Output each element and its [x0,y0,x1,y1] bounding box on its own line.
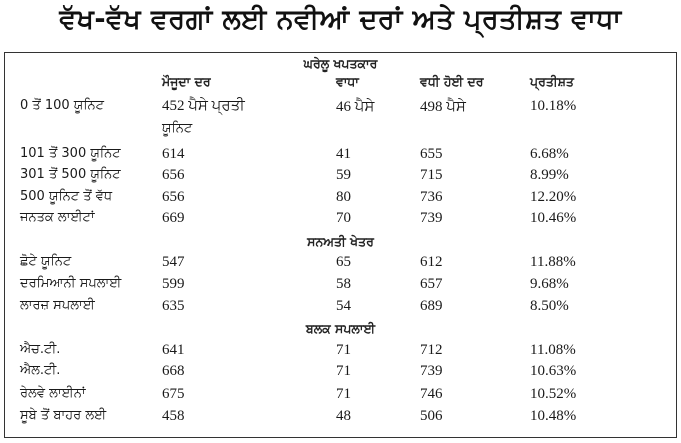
table-row [0,386,681,406]
row-percent: 8.99% [530,167,569,183]
table-row [0,167,681,187]
row-increase: 65 [336,254,351,270]
row-new-rate: 746 [420,386,443,402]
row-new-rate: 739 [420,210,443,226]
row-current-rate: 458 [162,408,185,424]
row-category: ਐਚ.ਟੀ. [20,342,61,357]
row-category: ਰੇਲਵੇ ਲਾਈਨਾਂ [20,386,86,401]
column-header-current-rate: ਮੌਜੂਦਾ ਦਰ [162,74,211,89]
row-current-rate: 635 [162,298,185,314]
row-percent: 6.68% [530,146,569,162]
row-new-rate: 739 [420,363,443,379]
row-percent: 11.88% [530,254,576,270]
row-current-rate: 641 [162,342,185,358]
row-category: ਐਲ.ਟੀ. [20,363,61,378]
row-new-rate: 736 [420,189,443,205]
row-current-rate: 614 [162,146,185,162]
table-row [0,276,681,296]
row-current-rate-line2: ਯੂਨਿਟ [162,121,193,136]
row-new-rate: 612 [420,254,443,270]
table-row [0,146,681,166]
row-percent: 8.50% [530,298,569,314]
row-increase: 71 [336,386,351,402]
row-category: ਲਾਰਜ਼ ਸਪਲਾਈ [20,298,95,313]
row-category: 101 ਤੋਂ 300 ਯੂਨਿਟ [20,146,121,161]
row-new-rate: 715 [420,167,443,183]
row-category: 301 ਤੋਂ 500 ਯੂਨਿਟ [20,167,121,182]
column-header-increase: ਵਾਧਾ [336,74,359,89]
row-new-rate: 506 [420,408,443,424]
row-category: ਦਰਮਿਆਨੀ ਸਪਲਾਈ [20,276,122,291]
row-category: 500 ਯੂਨਿਟ ਤੋਂ ਵੱਧ [20,189,113,204]
row-increase: 70 [336,210,351,226]
column-header-percent: ਪ੍ਰਤੀਸ਼ਤ [530,74,574,89]
row-percent: 10.52% [530,386,577,402]
row-current-rate: 668 [162,363,185,379]
row-increase: 48 [336,408,351,424]
table-row [0,210,681,230]
row-increase: 59 [336,167,351,183]
row-category: ਜਨਤਕ ਲਾਈਟਾਂ [20,210,95,225]
row-percent: 10.48% [530,408,577,424]
row-new-rate: 655 [420,146,443,162]
row-percent: 11.08% [530,342,576,358]
row-increase: 58 [336,276,351,292]
row-new-rate: 689 [420,298,443,314]
row-current-rate: 669 [162,210,185,226]
section-heading-domestic: ਘਰੇਲੂ ਖਪਤਕਾਰ [303,56,378,71]
row-increase: 46 ਪੈਸੇ [336,99,375,115]
row-current-rate: 656 [162,189,185,205]
row-category: 0 ਤੋਂ 100 ਯੂਨਿਟ [20,98,104,113]
table-row [0,363,681,383]
row-percent: 10.46% [530,210,577,226]
table-row [0,342,681,362]
table-row [0,189,681,209]
row-current-rate: 675 [162,386,185,402]
table-row [0,98,681,136]
row-new-rate: 712 [420,342,443,358]
row-current-rate-line1: 452 ਪੈਸੇ ਪ੍ਰਤੀ [162,98,245,114]
section-heading-bulk-supply: ਬਲਕ ਸਪਲਾਈ [305,321,376,336]
row-increase: 80 [336,189,351,205]
row-new-rate: 657 [420,276,443,292]
row-category: ਸੂਬੇ ਤੋਂ ਬਾਹਰ ਲਈ [20,408,107,423]
row-current-rate: 547 [162,254,185,270]
column-header-new-rate: ਵਧੀ ਹੋਈ ਦਰ [420,74,484,89]
row-increase: 71 [336,363,351,379]
table-row [0,298,681,318]
row-percent: 9.68% [530,276,569,292]
row-current-rate: 599 [162,276,185,292]
table-row [0,408,681,428]
section-heading-industrial: ਸਨਅਤੀ ਖੇਤਰ [307,234,374,249]
row-percent: 12.20% [530,189,577,205]
row-increase: 54 [336,298,351,314]
page-title: ਵੱਖ-ਵੱਖ ਵਰਗਾਂ ਲਈ ਨਵੀਆਂ ਦਰਾਂ ਅਤੇ ਪ੍ਰਤੀਸ਼ਤ ਵਾਧਾ [59,4,622,35]
row-category: ਛੋਟੇ ਯੂਨਿਟ [20,254,72,269]
row-current-rate [162,95,245,140]
row-new-rate: 498 ਪੈਸੇ [420,99,466,115]
row-percent: 10.63% [530,363,577,379]
row-current-rate: 656 [162,167,185,183]
row-percent: 10.18% [530,98,577,114]
table-row [0,254,681,274]
row-increase: 41 [336,146,351,162]
row-increase: 71 [336,342,351,358]
